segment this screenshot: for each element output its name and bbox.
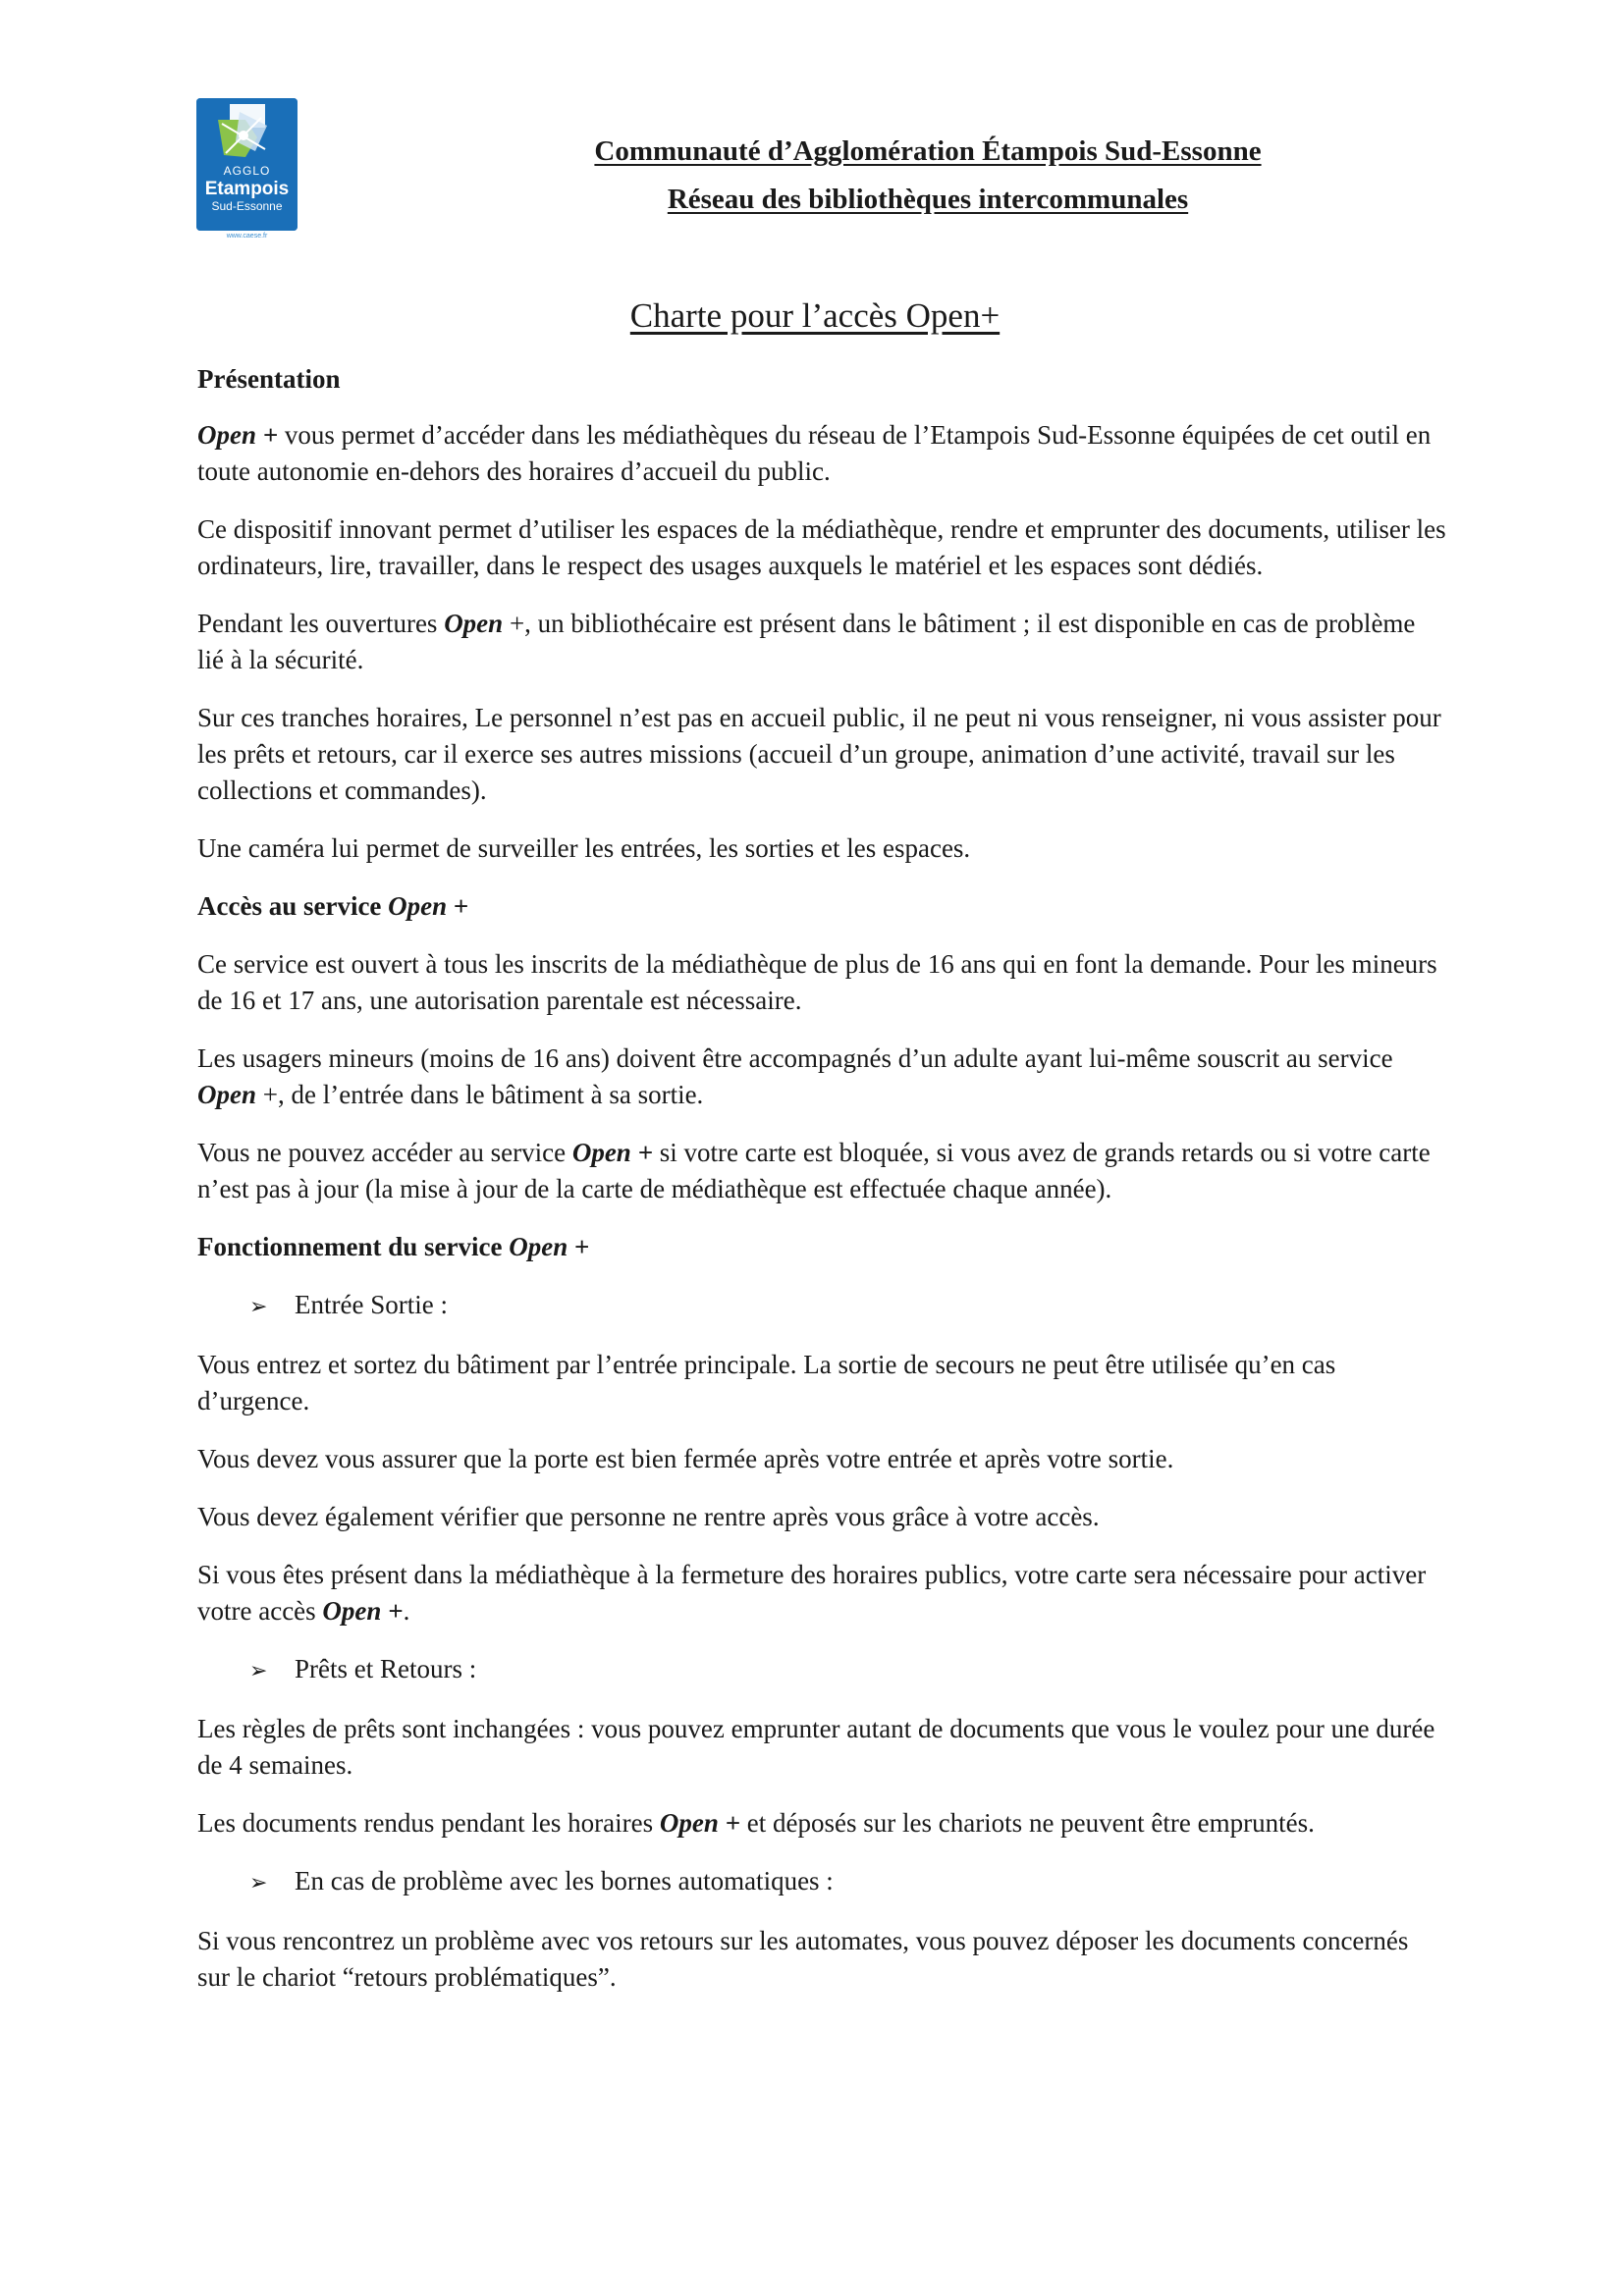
open-plus-term: Open + bbox=[197, 420, 279, 450]
section-heading-fonctionnement bbox=[197, 1229, 1446, 1265]
paragraph: Sur ces tranches horaires, Le personnel n’est pas en accueil public, il ne peut ni vous renseigner, ni vous assister pour les prêts et retours, car il exerce ses autres missions (accueil d’un groupe, animation d’une activité, travail sur les collections et commandes). bbox=[197, 703, 1441, 805]
open-plus-term: Open + bbox=[659, 1808, 741, 1838]
paragraph bbox=[197, 1135, 1446, 1207]
document-body bbox=[197, 361, 1446, 2017]
agglo-logo bbox=[196, 98, 298, 239]
logo-sud-essonne-text: Sud-Essonne bbox=[211, 199, 283, 213]
paragraph: Vous entrez et sortez du bâtiment par l’entrée principale. La sortie de secours ne peut être utilisée qu’en cas d’urgence. bbox=[197, 1350, 1336, 1415]
open-plus-term: Open + bbox=[571, 1138, 653, 1167]
paragraph: Vous devez également vérifier que personne ne rentre après vous grâce à votre accès. bbox=[197, 1502, 1100, 1531]
paragraph-text: si votre carte est bloquée, si vous avez de grands retards ou si votre carte n’est pas à jour (la mise à jour de la carte de médiathèque est effectuée chaque année). bbox=[197, 1138, 1431, 1203]
heading-text: + bbox=[568, 1232, 590, 1261]
bullet-bornes-automatiques bbox=[197, 1863, 1446, 1901]
paragraph bbox=[197, 1805, 1446, 1842]
paragraph bbox=[197, 1041, 1446, 1113]
paragraph: Si vous rencontrez un problème avec vos retours sur les automates, vous pouvez déposer les documents concernés sur le chariot “retours problématiques”. bbox=[197, 1926, 1409, 1992]
heading-text: + bbox=[447, 891, 469, 921]
paragraph: Ce dispositif innovant permet d’utiliser les espaces de la médiathèque, rendre et emprunter des documents, utiliser les ordinateurs, lire, travailler, dans le respect des usages auxquels le matériel et les espaces sont dédiés. bbox=[197, 514, 1446, 580]
paragraph: Vous devez vous assurer que la porte est bien fermée après votre entrée et après votre sortie. bbox=[197, 1444, 1174, 1473]
paragraph-text: +, un bibliothécaire est présent dans le bâtiment ; il est disponible en cas de problème lié à la sécurité. bbox=[197, 609, 1416, 674]
logo-url: www.caese.fr bbox=[226, 233, 268, 240]
paragraph-text: Vous ne pouvez accéder au service bbox=[197, 1138, 572, 1167]
bullet-prets-retours bbox=[197, 1651, 1446, 1689]
paragraph-text: Les documents rendus pendant les horaires bbox=[197, 1808, 660, 1838]
open-plus-term: Open bbox=[509, 1232, 568, 1261]
logo-agglo-text: AGGLO bbox=[223, 164, 271, 178]
paragraph: Les règles de prêts sont inchangées : vous pouvez emprunter autant de documents que vous le voulez pour une durée de 4 semaines. bbox=[197, 1714, 1435, 1780]
bullet-label: Prêts et Retours : bbox=[295, 1654, 477, 1683]
open-plus-term: Open bbox=[444, 609, 504, 638]
arrow-bullet-icon: ➢ bbox=[249, 1295, 268, 1319]
section-heading-presentation: Présentation bbox=[197, 364, 341, 394]
paragraph-text: Pendant les ouvertures bbox=[197, 609, 445, 638]
paragraph-text: +, de l’entrée dans le bâtiment à sa sortie. bbox=[256, 1080, 704, 1109]
paragraph bbox=[197, 417, 1446, 490]
paragraph: Ce service est ouvert à tous les inscrits de la médiathèque de plus de 16 ans qui en font la demande. Pour les mineurs de 16 et 17 ans, une autorisation parentale est nécessaire. bbox=[197, 949, 1437, 1015]
paragraph: Une caméra lui permet de surveiller les entrées, les sorties et les espaces. bbox=[197, 833, 971, 863]
logo-etampois-text: Etampois bbox=[204, 179, 290, 199]
paragraph bbox=[197, 606, 1446, 678]
bullet-entree-sortie bbox=[197, 1287, 1446, 1325]
document-title: Charte pour l’accès Open+ bbox=[629, 296, 1001, 335]
paragraph-text: . bbox=[403, 1596, 410, 1626]
arrow-bullet-icon: ➢ bbox=[249, 1659, 268, 1683]
bullet-label: En cas de problème avec les bornes automatiques : bbox=[295, 1866, 834, 1896]
header-organization: Communauté d’Agglomération Étampois Sud-Essonne bbox=[594, 135, 1262, 167]
section-heading-acces bbox=[197, 888, 1446, 925]
header-network: Réseau des bibliothèques intercommunales bbox=[667, 184, 1189, 215]
open-plus-term: Open bbox=[388, 891, 448, 921]
open-plus-term: Open + bbox=[322, 1596, 404, 1626]
paragraph-text: Les usagers mineurs (moins de 16 ans) doivent être accompagnés d’un adulte ayant lui-même souscrit au service bbox=[197, 1043, 1393, 1073]
paragraph-text: vous permet d’accéder dans les médiathèques du réseau de l’Etampois Sud-Essonne équipées de cet outil en toute autonomie en-dehors des horaires d’accueil du public. bbox=[197, 420, 1432, 486]
arrow-bullet-icon: ➢ bbox=[249, 1871, 268, 1896]
bullet-label: Entrée Sortie : bbox=[295, 1290, 448, 1319]
paragraph-text: Si vous êtes présent dans la médiathèque à la fermeture des horaires publics, votre carte sera nécessaire pour activer votre accès bbox=[197, 1560, 1427, 1626]
paragraph bbox=[197, 1557, 1446, 1629]
heading-text: Accès au service bbox=[197, 891, 389, 921]
open-plus-term: Open bbox=[197, 1080, 256, 1109]
heading-text: Fonctionnement du service bbox=[197, 1232, 510, 1261]
logo-badge bbox=[196, 98, 298, 231]
paragraph-text: et déposés sur les chariots ne peuvent être empruntés. bbox=[740, 1808, 1315, 1838]
